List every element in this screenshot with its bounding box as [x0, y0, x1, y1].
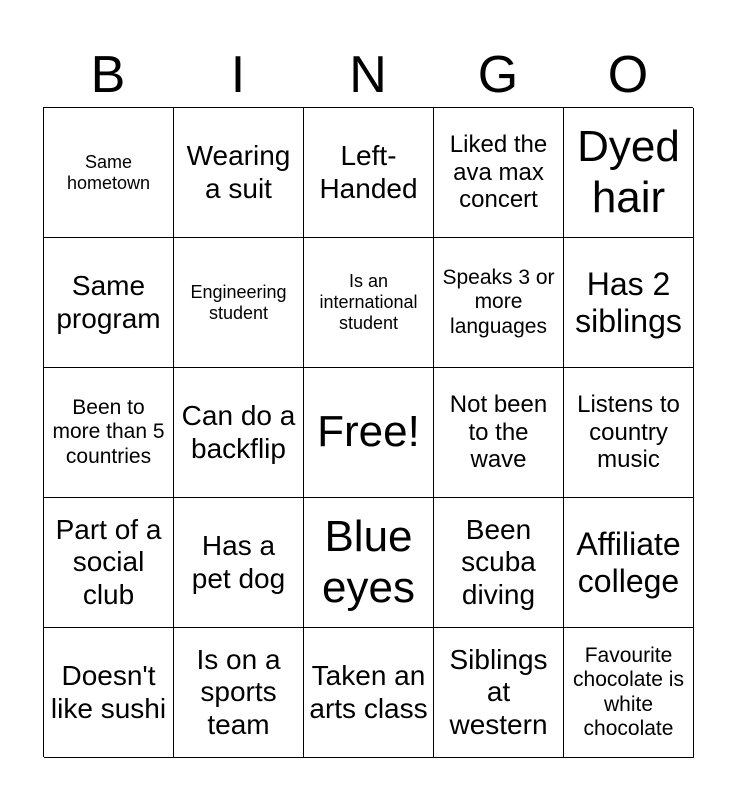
cell-label: Engineering student [190, 281, 287, 323]
cell-label: Is on a sports team [196, 644, 281, 740]
cell-label: Same hometown [66, 151, 151, 193]
cell-label: Same program [56, 270, 161, 334]
bingo-header [43, 42, 693, 108]
header-letter-b: B [90, 46, 126, 104]
bingo-cell[interactable] [434, 498, 564, 628]
bingo-cell[interactable] [434, 368, 564, 498]
bingo-cell[interactable] [304, 498, 434, 628]
bingo-cell[interactable] [44, 238, 174, 368]
bingo-cell[interactable] [564, 108, 694, 238]
cell-label: Been scuba diving [461, 514, 536, 610]
bingo-cell[interactable] [564, 498, 694, 628]
bingo-cell[interactable] [434, 108, 564, 238]
cell-label: Liked the ava max concert [449, 131, 548, 214]
bingo-cell[interactable] [44, 498, 174, 628]
cell-label: Taken an arts class [309, 660, 428, 724]
cell-label: Not been to the wave [449, 391, 548, 474]
cell-label: Is an international student [319, 271, 418, 333]
bingo-cell[interactable] [434, 628, 564, 758]
cell-label: Wearing a suit [186, 140, 291, 204]
cell-label: Been to more than 5 countries [52, 396, 165, 468]
cell-label: Speaks 3 or more languages [442, 266, 555, 338]
bingo-cell[interactable] [174, 498, 304, 628]
cell-label: Can do a backflip [181, 400, 296, 464]
bingo-cell[interactable] [174, 368, 304, 498]
bingo-cell[interactable] [174, 628, 304, 758]
cell-label: Affiliate college [576, 525, 681, 599]
cell-label: Left-Handed [319, 140, 418, 204]
bingo-cell[interactable] [434, 238, 564, 368]
header-letter-i: I [230, 46, 246, 104]
cell-label: Favourite chocolate is white chocolate [573, 644, 684, 740]
cell-label: Siblings at western [449, 644, 548, 740]
bingo-cell[interactable] [44, 628, 174, 758]
bingo-cell[interactable] [44, 108, 174, 238]
bingo-cell[interactable] [564, 368, 694, 498]
free-space-cell[interactable] [304, 368, 434, 498]
header-letter-g: G [477, 46, 519, 104]
bingo-cell[interactable] [44, 368, 174, 498]
cell-label: Blue eyes [322, 511, 415, 612]
header-letter-o: O [607, 46, 649, 104]
header-letter-n: N [349, 46, 387, 104]
bingo-board [43, 107, 693, 757]
bingo-cell[interactable] [564, 238, 694, 368]
cell-label: Doesn't like sushi [50, 660, 167, 724]
bingo-cell[interactable] [304, 238, 434, 368]
cell-label: Has a pet dog [191, 530, 286, 594]
free-space-label: Free! [317, 407, 420, 457]
cell-label: Listens to country music [577, 391, 680, 474]
bingo-cell[interactable] [304, 628, 434, 758]
cell-label: Part of a social club [55, 514, 162, 610]
bingo-cell[interactable] [174, 238, 304, 368]
bingo-cell[interactable] [174, 108, 304, 238]
cell-label: Has 2 siblings [575, 265, 682, 339]
cell-label: Dyed hair [577, 121, 680, 222]
bingo-cell[interactable] [304, 108, 434, 238]
bingo-cell[interactable] [564, 628, 694, 758]
